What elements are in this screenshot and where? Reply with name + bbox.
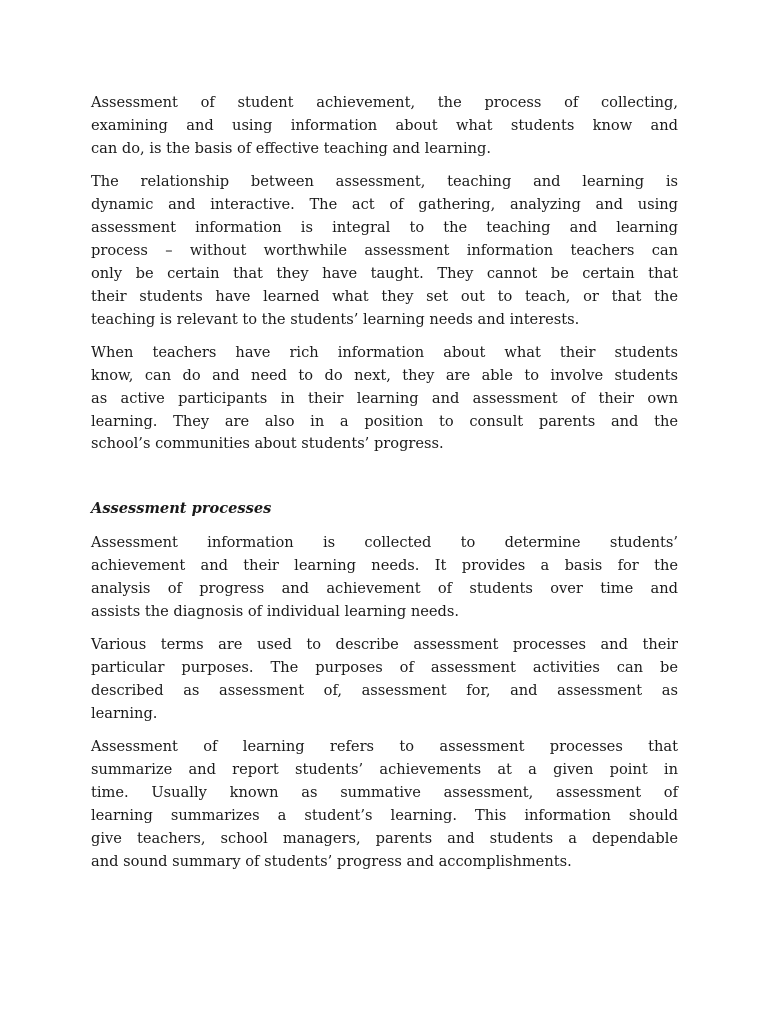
text-line: Assessment of learning refers to assessment processes that bbox=[91, 738, 678, 756]
text-line: school’s communities about students’ progress. bbox=[91, 435, 444, 453]
text-line: When teachers have rich information about what their students bbox=[91, 343, 678, 361]
text-line: process – without worthwhile assessment information teachers can bbox=[91, 241, 678, 259]
text-line: The relationship between assessment, teaching and learning is bbox=[91, 173, 678, 191]
text-line: as active participants in their learning and assessment of their own bbox=[91, 389, 678, 407]
text-line: Various terms are used to describe assessment processes and their bbox=[91, 636, 678, 654]
text-line: Assessment of student achievement, the process of collecting, bbox=[91, 94, 678, 111]
text-line: learning summarizes a student’s learning. This information should bbox=[91, 807, 678, 825]
text-line: and sound summary of students’ progress and accomplishments. bbox=[91, 852, 572, 870]
text-line: their students have learned what they set out to teach, or that the bbox=[91, 287, 678, 305]
text-line: teaching is relevant to the students’ learning needs and interests. bbox=[91, 310, 580, 328]
paragraph bbox=[91, 532, 678, 624]
text-line: can do, is the basis of effective teaching and learning. bbox=[91, 139, 492, 157]
paragraph bbox=[91, 92, 678, 161]
text-line: time. Usually known as summative assessment, assessment of bbox=[91, 784, 678, 802]
assessment-processes-section bbox=[91, 532, 678, 873]
section-heading: Assessment processes bbox=[91, 500, 272, 518]
text-line: know, can do and need to do next, they are able to involve students bbox=[91, 366, 678, 384]
document-page bbox=[91, 92, 678, 884]
text-line: learning. bbox=[91, 704, 158, 722]
text-line: analysis of progress and achievement of students over time and bbox=[91, 580, 678, 598]
paragraph bbox=[91, 342, 678, 456]
paragraph bbox=[91, 171, 678, 331]
text-line: described as assessment of, assessment for, and assessment as bbox=[91, 682, 678, 700]
text-line: only be certain that they have taught. They cannot be certain that bbox=[91, 264, 678, 282]
text-line: give teachers, school managers, parents and students a dependable bbox=[91, 829, 678, 847]
text-line: summarize and report students’ achievements at a given point in bbox=[91, 761, 678, 779]
intro-section bbox=[91, 92, 678, 456]
text-line: assessment information is integral to the teaching and learning bbox=[91, 218, 678, 236]
text-line: learning. They are also in a position to consult parents and the bbox=[91, 412, 678, 430]
paragraph bbox=[91, 634, 678, 726]
text-line: examining and using information about what students know and bbox=[91, 116, 678, 134]
text-line: particular purposes. The purposes of assessment activities can be bbox=[91, 659, 678, 677]
text-line: assists the diagnosis of individual learning needs. bbox=[91, 602, 460, 620]
paragraph bbox=[91, 736, 678, 873]
text-line: Assessment information is collected to determine students’ bbox=[91, 534, 678, 552]
text-line: dynamic and interactive. The act of gathering, analyzing and using bbox=[91, 196, 678, 214]
text-line: achievement and their learning needs. It provides a basis for the bbox=[91, 557, 678, 575]
